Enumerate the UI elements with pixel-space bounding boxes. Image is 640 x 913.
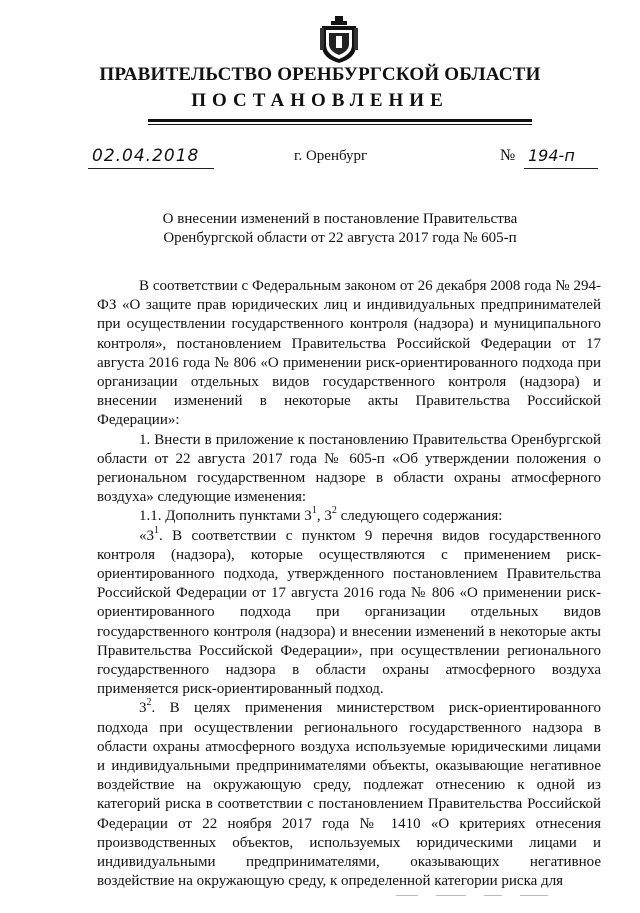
paragraph-1: 1. Внести в приложение к постановлению Правительства Оренбургской области от 22 августа 2017 года № 605-п «Об утверждении положения о региональном государственном надзоре в области охраны атмосферного воздуха» следующие изменения: xyxy=(97,431,601,506)
p11-sup2: 2 xyxy=(331,505,337,517)
document-body xyxy=(97,277,601,892)
p31-sup: 1 xyxy=(154,524,159,536)
preamble-paragraph: В соответствии с Федеральным законом от 26 декабря 2008 года № 294-ФЗ «О защите прав юридических лиц и индивидуальных предпринимателей при осуществлении государственного контроля (надзора) и муниципального контроля», постановлением Правительства Российской Федерации от 17 августа 2016 года № 806 «О применении риск-ориентированного подхода при организации отдельных видов государственного контроля (надзора) и внесении изменений в некоторые акты Правительства Российской Федерации»: xyxy=(97,278,601,429)
p11-pre: 1.1. Дополнить пунктами 3 xyxy=(139,508,312,525)
handwritten-date: 02.04.2018 xyxy=(88,146,214,169)
city-label: г. Оренбург xyxy=(294,148,368,164)
government-title: ПРАВИТЕЛЬСТВО ОРЕНБУРГСКОЙ ОБЛАСТИ xyxy=(99,64,541,85)
p31-pre: «3 xyxy=(139,527,154,544)
p31-text: . В соответствии с пунктом 9 перечня видов государственного контроля (надзора), которые осуществляются с применением риск-ориентированного подхода, утвержденного постановлением Правительства Российской Федерации от 17 августа 2016 года № 806 «О применении риск-ориентированного подхода при организации отдельных видов государственного контроля (надзора) и внесении изменений в некоторые акты Правительства Российской Федерации», при осуществлении регионального государственного надзора в области охраны атмосферного воздуха применяется риск-ориентированный подход. xyxy=(97,527,601,698)
point-3-1 xyxy=(97,524,601,700)
p32-pre: 3 xyxy=(139,700,147,717)
document-subject xyxy=(150,210,530,248)
point-3-2 xyxy=(97,699,601,891)
p32-sup: 2 xyxy=(146,697,152,709)
document-type-title: ПОСТАНОВЛЕНИЕ xyxy=(191,90,449,111)
scan-artifact-marks xyxy=(396,895,602,899)
p11-post: следующего содержания: xyxy=(336,508,503,525)
paragraph-1-1 xyxy=(97,507,601,526)
subject-line-1: О внесении изменений в постановление Правительства xyxy=(162,211,518,227)
orenburg-coat-of-arms-icon xyxy=(318,14,360,64)
header-divider-thick xyxy=(148,119,532,122)
number-sign: № xyxy=(500,147,516,164)
header-divider-thin xyxy=(148,124,532,125)
handwritten-document-number: 194-п xyxy=(524,146,598,169)
p11-mid: , 3 xyxy=(316,508,332,525)
subject-line-2: Оренбургской области от 22 августа 2017 года № 605-п xyxy=(163,230,517,246)
p11-sup1: 1 xyxy=(311,505,317,517)
p32-text: . В целях применения министерством риск-ориентированного подхода при осуществлении регионального государственного надзора в области охраны атмосферного воздуха используемые юридическими лицами и индивидуальными предпринимателями объекты, оказывающие негативное воздействие на окружающую среду, подлежат отнесению к одной из категорий риска в соответствии с постановлением Правительства Российской Федерации от 22 ноября 2017 года № 1410 «О критериях отнесения производственных объектов, используемых юридическими лицами и индивидуальными предпринимателями, оказывающих негативное воздействие на окружающую среду, к определенной категории риска для xyxy=(97,700,601,890)
